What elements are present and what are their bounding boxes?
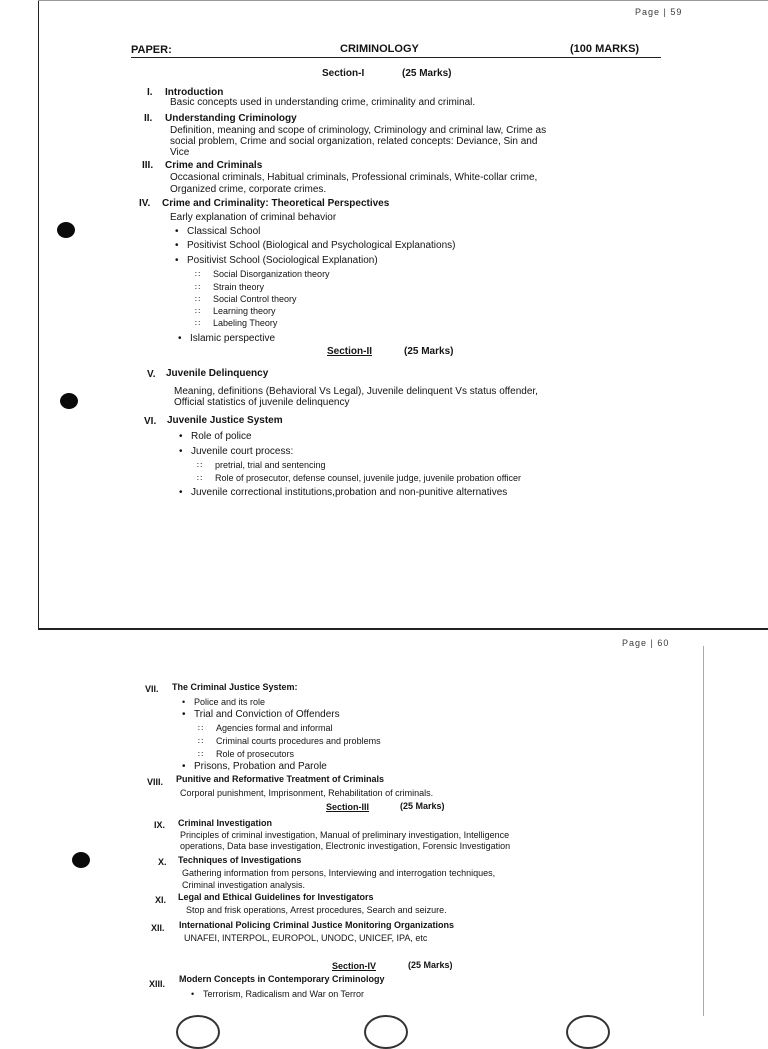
- topic-text: Principles of criminal investigation, Manual of preliminary investigation, Intelligence: [180, 830, 510, 840]
- section-3-heading: Section-III: [326, 802, 370, 812]
- page-2: [0, 632, 768, 1024]
- subject-title: CRIMINOLOGY: [340, 43, 419, 55]
- topic-text: Occasional criminals, Habitual criminals, Professional criminals, White-collar crime,: [170, 172, 538, 183]
- sub-list-item: ∷ pretrial, trial and sentencing: [215, 460, 326, 470]
- sub-list-item: ∷ Role of prosecutor, defense counsel, juvenile judge, juvenile probation officer: [215, 473, 521, 483]
- section-1-heading: Section-I: [322, 68, 365, 79]
- sub-list-item: ∷ Strain theory: [213, 282, 264, 292]
- topic-title: Punitive and Reformative Treatment of Criminals: [176, 774, 385, 784]
- topic-text: Official statistics of juvenile delinquency: [174, 397, 350, 408]
- topic-number: VII.: [145, 684, 159, 694]
- topic-text: Criminal investigation analysis.: [182, 880, 306, 890]
- topic-title: Introduction: [165, 87, 224, 98]
- topic-title: The Criminal Justice System:: [172, 682, 298, 692]
- list-item: • Juvenile correctional institutions,probation and non-punitive alternatives: [191, 487, 507, 498]
- section-1-marks: (25 Marks): [402, 68, 452, 79]
- page-number: Page | 59: [635, 7, 683, 17]
- topic-number: I.: [147, 87, 153, 98]
- right-margin-rule: [703, 646, 704, 1016]
- punch-hole-2: [60, 393, 78, 409]
- list-item: • Terrorism, Radicalism and War on Terror: [203, 989, 364, 999]
- list-item: • Role of police: [191, 431, 252, 442]
- punch-hole-3: [72, 852, 90, 868]
- topic-text: Organized crime, corporate crimes.: [170, 184, 327, 195]
- topic-text: UNAFEI, INTERPOL, EUROPOL, UNODC, UNICEF, IPA, etc: [184, 933, 428, 943]
- sub-list-item: ∷ Labeling Theory: [213, 318, 277, 328]
- topic-number: V.: [147, 369, 156, 380]
- bottom-arc-left: [176, 1015, 220, 1049]
- list-item: • Islamic perspective: [190, 333, 275, 344]
- topic-title: Crime and Criminals: [165, 160, 263, 171]
- topic-title: Juvenile Justice System: [167, 415, 283, 426]
- topic-text: Gathering information from persons, Interviewing and interrogation techniques,: [182, 868, 496, 878]
- list-item: • Classical School: [187, 226, 260, 237]
- list-item: • Prisons, Probation and Parole: [194, 761, 327, 772]
- topic-title: Modern Concepts in Contemporary Criminology: [179, 974, 385, 984]
- topic-title: Juvenile Delinquency: [166, 368, 269, 379]
- list-item: • Trial and Conviction of Offenders: [194, 709, 340, 720]
- section-4-marks: (25 Marks): [408, 960, 453, 970]
- list-item: • Positivist School (Biological and Psychological Explanations): [187, 240, 455, 251]
- bottom-arc-center: [364, 1015, 408, 1049]
- bottom-arc-right: [566, 1015, 610, 1049]
- section-4-heading: Section-IV: [332, 961, 377, 971]
- topic-title: Understanding Criminology: [165, 113, 297, 124]
- topic-title: Crime and Criminality: Theoretical Perspectives: [162, 198, 390, 209]
- section-2-heading: Section-II: [327, 346, 373, 357]
- list-item: • Juvenile court process:: [191, 446, 293, 457]
- topic-number: IX.: [154, 820, 166, 830]
- topic-number: XI.: [155, 895, 167, 905]
- sub-list-item: ∷ Social Disorganization theory: [213, 269, 330, 279]
- list-item: • Positivist School (Sociological Explanation): [187, 255, 378, 266]
- sub-list-item: ∷ Agencies formal and informal: [216, 723, 333, 733]
- topic-text: Stop and frisk operations, Arrest procedures, Search and seizure.: [186, 905, 447, 915]
- topic-text: social problem, Crime and social organization, related concepts: Deviance, Sin and: [170, 136, 538, 147]
- topic-number: XIII.: [149, 979, 166, 989]
- topic-text: Corporal punishment, Imprisonment, Rehabilitation of criminals.: [180, 788, 434, 798]
- sub-list-item: ∷ Role of prosecutors: [216, 749, 294, 759]
- section-3-marks: (25 Marks): [400, 801, 445, 811]
- topic-title: Criminal Investigation: [178, 818, 273, 828]
- top-rule: [38, 0, 39, 630]
- topic-text: Meaning, definitions (Behavioral Vs Legal), Juvenile delinquent Vs status offender,: [174, 386, 538, 397]
- topic-text: Basic concepts used in understanding crime, criminality and criminal.: [170, 97, 476, 108]
- topic-number: X.: [158, 857, 167, 867]
- topic-text: Vice: [170, 147, 190, 158]
- top-line: [38, 0, 768, 1]
- topic-title: International Policing Criminal Justice Monitoring Organizations: [179, 920, 455, 930]
- topic-number: II.: [144, 113, 153, 124]
- topic-title: Legal and Ethical Guidelines for Investigators: [178, 892, 374, 902]
- sub-list-item: ∷ Learning theory: [213, 306, 276, 316]
- topic-number: VIII.: [147, 777, 164, 787]
- topic-number: IV.: [139, 198, 151, 209]
- topic-text: operations, Data base investigation, Electronic investigation, Forensic Investigation: [180, 841, 511, 851]
- sub-list-item: ∷ Social Control theory: [213, 294, 297, 304]
- list-item: • Police and its role: [194, 697, 265, 707]
- topic-number: XII.: [151, 923, 165, 933]
- total-marks: (100 MARKS): [570, 43, 640, 55]
- topic-number: VI.: [144, 416, 157, 427]
- topic-number: III.: [142, 160, 154, 171]
- page-number: Page | 60: [622, 638, 670, 648]
- topic-text: Early explanation of criminal behavior: [170, 212, 337, 223]
- topic-title: Techniques of Investigations: [178, 855, 302, 865]
- sub-list-item: ∷ Criminal courts procedures and problems: [216, 736, 381, 746]
- topic-text: Definition, meaning and scope of criminology, Criminology and criminal law, Crime as: [170, 125, 547, 136]
- header-underline: [131, 57, 661, 58]
- bottom-rule: [38, 628, 768, 630]
- section-2-marks: (25 Marks): [404, 346, 454, 357]
- punch-hole-1: [57, 222, 75, 238]
- paper-label: PAPER:: [131, 44, 172, 56]
